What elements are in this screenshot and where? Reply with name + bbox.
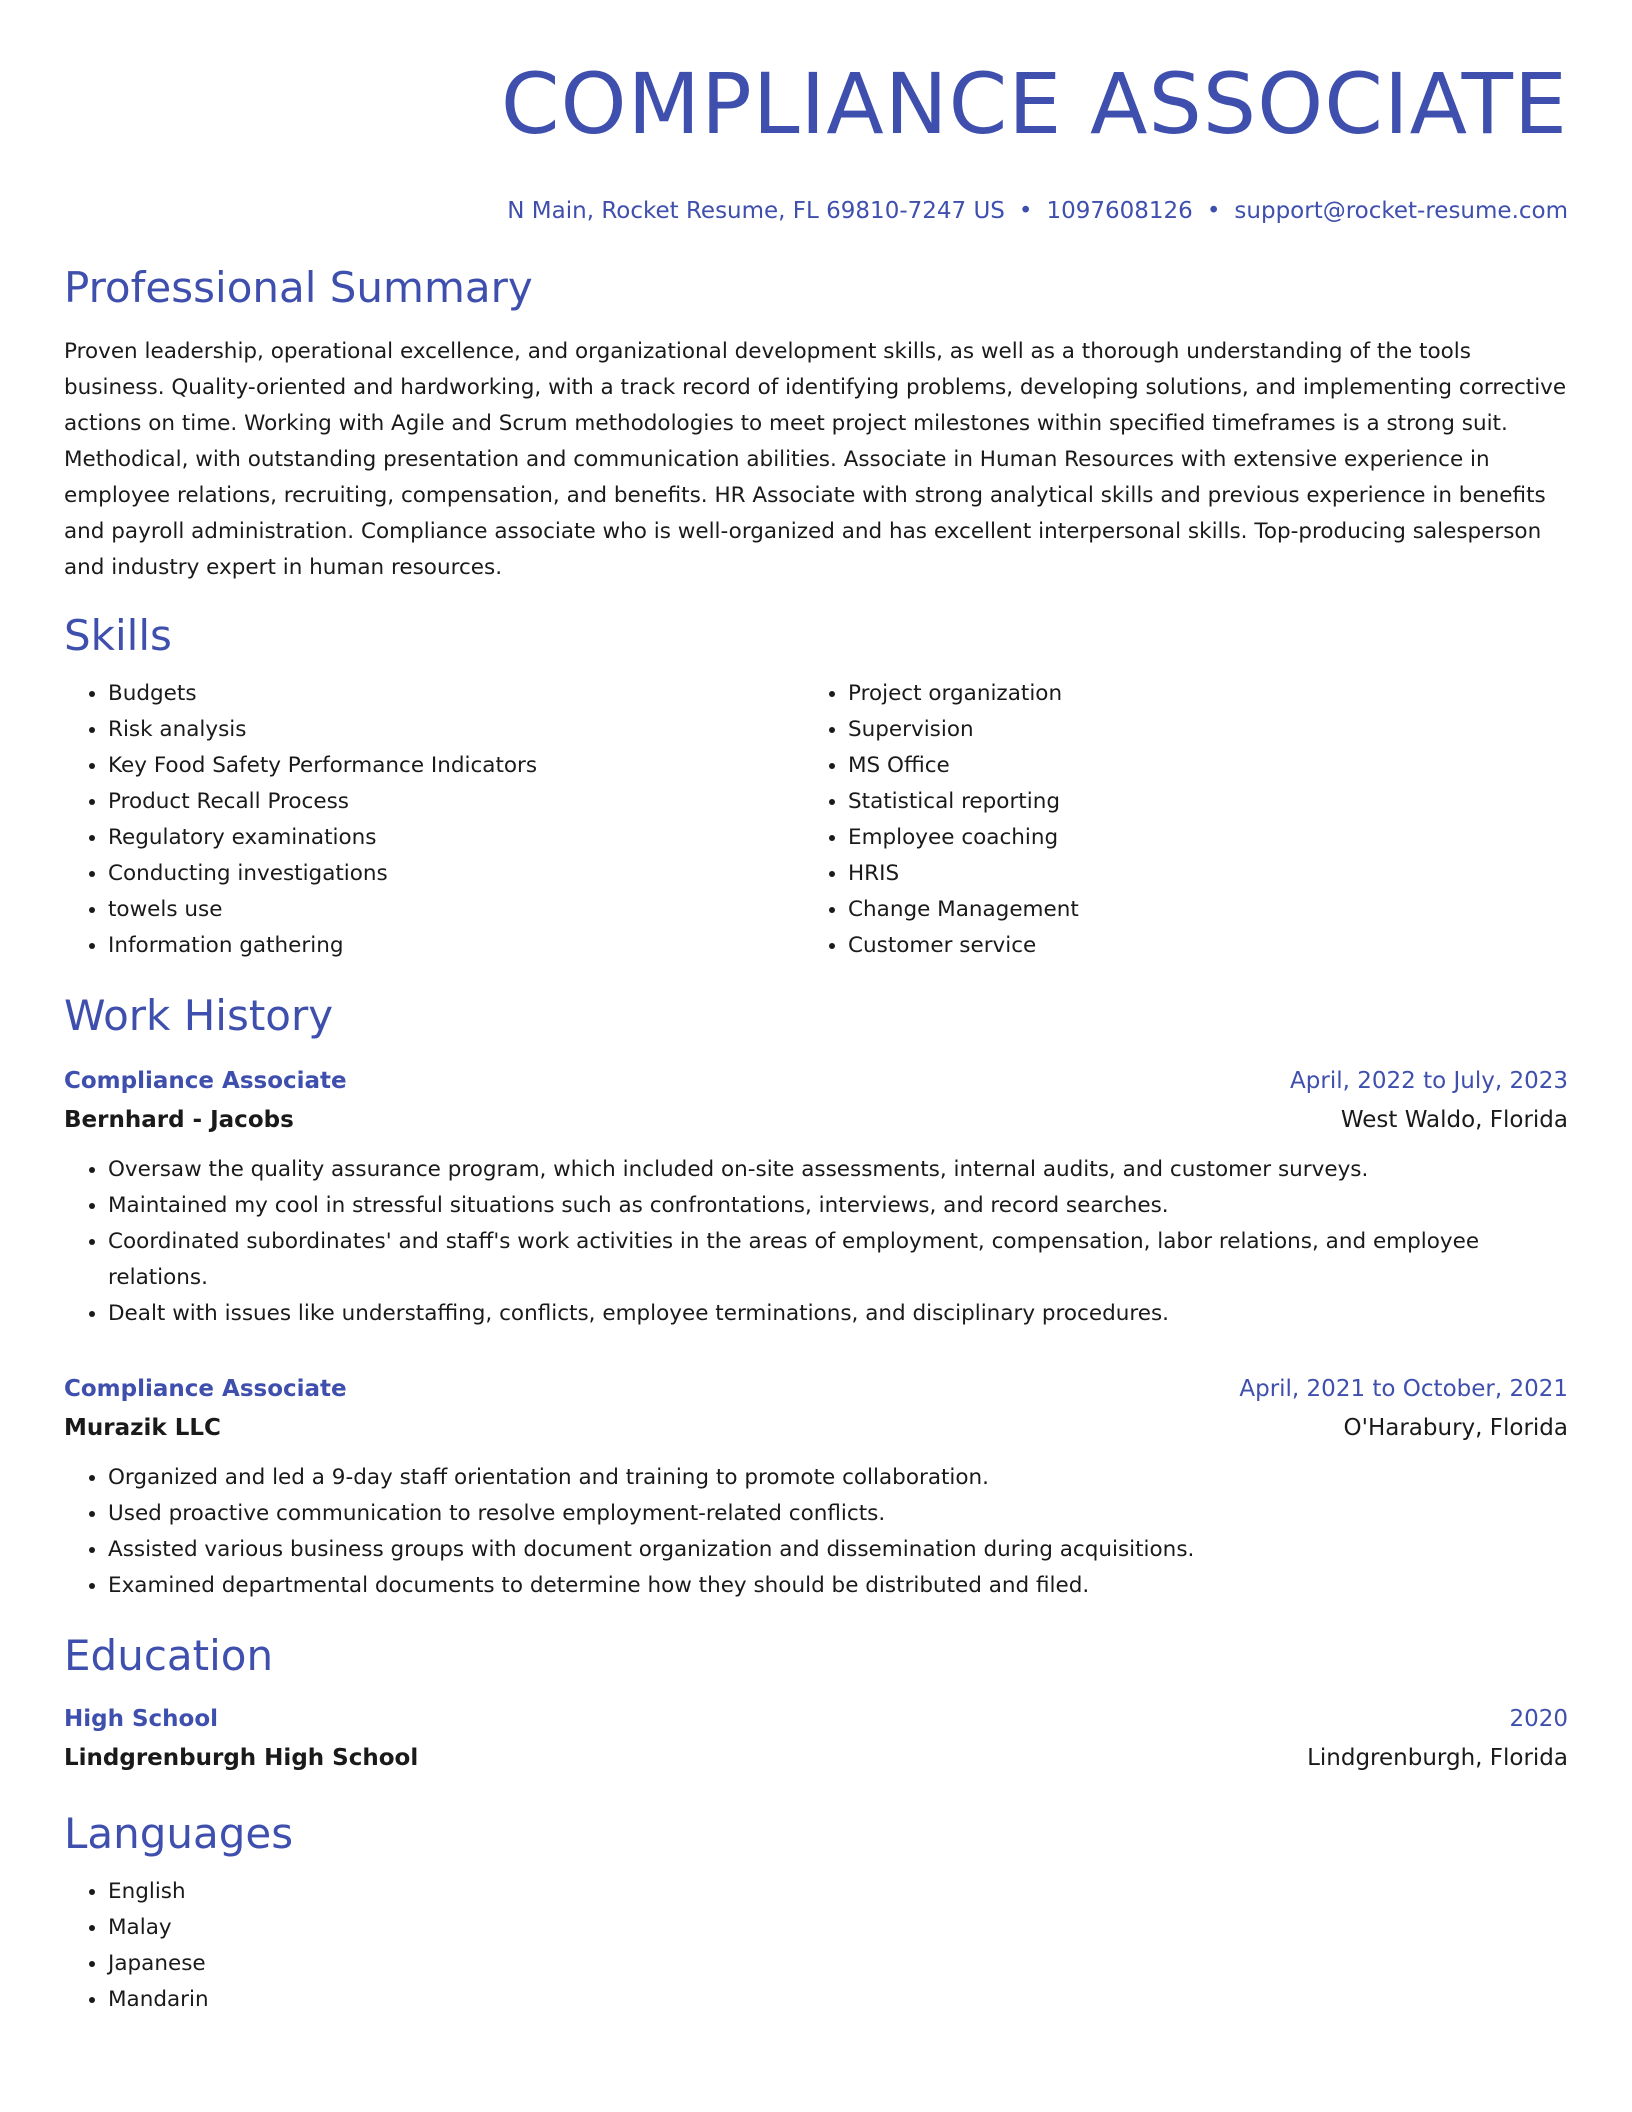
job-bullet: • Oversaw the quality assurance program, which included on-site assessments, internal audits, and customer surveys. bbox=[108, 1152, 1568, 1188]
job-bullet: • Used proactive communication to resolve employment-related conflicts. bbox=[108, 1496, 1568, 1532]
job-title: Compliance Associate bbox=[64, 1068, 347, 1094]
skill-item: • Supervision bbox=[848, 712, 1544, 748]
language-item: • Japanese bbox=[108, 1946, 1568, 1982]
skill-item: • Project organization bbox=[848, 676, 1544, 712]
skills-heading: Skills bbox=[64, 611, 172, 660]
job-company: Murazik LLC bbox=[64, 1415, 221, 1441]
job-company-row bbox=[64, 1408, 1568, 1448]
skill-item: • MS Office bbox=[848, 748, 1544, 784]
summary-heading: Professional Summary bbox=[64, 263, 533, 312]
skill-item: • towels use bbox=[108, 892, 804, 928]
skill-item: • Statistical reporting bbox=[848, 784, 1544, 820]
language-item: • Mandarin bbox=[108, 1982, 1568, 2018]
job-title-row bbox=[64, 1062, 1568, 1100]
job-entry bbox=[64, 1062, 1568, 1332]
work-history-section bbox=[64, 990, 1568, 1604]
job-bullet: • Coordinated subordinates' and staff's work activities in the areas of employment, compensation, labor relations, and employee relations. bbox=[108, 1224, 1568, 1296]
job-bullets bbox=[64, 1460, 1568, 1604]
job-location: West Waldo, Florida bbox=[1340, 1107, 1568, 1133]
education-location: Lindgrenburgh, Florida bbox=[1307, 1745, 1568, 1771]
education-heading: Education bbox=[64, 1631, 274, 1680]
languages-list bbox=[64, 1874, 1568, 2018]
education-degree: High School bbox=[64, 1706, 219, 1732]
skill-item: • Product Recall Process bbox=[108, 784, 804, 820]
job-bullets bbox=[64, 1152, 1568, 1332]
education-year: 2020 bbox=[1509, 1706, 1568, 1732]
job-company: Bernhard - Jacobs bbox=[64, 1107, 294, 1133]
contact-email[interactable]: support@rocket-resume.com bbox=[1234, 198, 1568, 224]
contact-phone: 1097608126 bbox=[1046, 198, 1193, 224]
job-dates: April, 2021 to October, 2021 bbox=[1239, 1376, 1568, 1402]
job-dates: April, 2022 to July, 2023 bbox=[1290, 1068, 1568, 1094]
education-entry bbox=[64, 1700, 1568, 1778]
skill-item: • Conducting investigations bbox=[108, 856, 804, 892]
contact-separator: • bbox=[1206, 198, 1221, 224]
skill-item: • Information gathering bbox=[108, 928, 804, 964]
language-item: • English bbox=[108, 1874, 1568, 1910]
job-bullet: • Examined departmental documents to determine how they should be distributed and filed. bbox=[108, 1568, 1568, 1604]
languages-heading: Languages bbox=[64, 1809, 294, 1858]
job-entry bbox=[64, 1370, 1568, 1604]
summary-section bbox=[64, 262, 1568, 586]
contact-separator: • bbox=[1018, 198, 1033, 224]
contact-address: N Main, Rocket Resume, FL 69810-7247 US bbox=[507, 198, 1005, 224]
skills-columns bbox=[64, 676, 1568, 964]
skills-list-right bbox=[804, 676, 1544, 964]
job-location: O'Harabury, Florida bbox=[1343, 1415, 1568, 1441]
education-school-row bbox=[64, 1738, 1568, 1778]
job-company-row bbox=[64, 1100, 1568, 1140]
work-history-heading: Work History bbox=[64, 991, 334, 1040]
skills-list-left bbox=[64, 676, 804, 964]
language-item: • Malay bbox=[108, 1910, 1568, 1946]
summary-text: Proven leadership, operational excellence, and organizational development skills, as well as a thorough understanding of the tools business. Quality-oriented and hardworking, with a track record of identifying problems, developing solutions, and implementing corrective actions on time. Working with Agile and Scrum methodologies to meet project milestones within specified timeframes is a strong suit. Methodical, with outstanding presentation and communication abilities. Associate in Human Resources with extensive experience in employee relations, recruiting, compensation, and benefits. HR Associate with strong analytical skills and previous experience in benefits and payroll administration. Compliance associate who is well-organized and has excellent interpersonal skills. Top-producing salesperson and industry expert in human resources. bbox=[64, 339, 1567, 580]
education-school: Lindgrenburgh High School bbox=[64, 1745, 419, 1771]
skill-item: • Employee coaching bbox=[848, 820, 1544, 856]
job-bullet: • Dealt with issues like understaffing, conflicts, employee terminations, and disciplinary procedures. bbox=[108, 1296, 1568, 1332]
resume-header bbox=[64, 48, 1568, 226]
job-title: Compliance Associate bbox=[64, 1376, 347, 1402]
skills-section bbox=[64, 610, 1568, 964]
job-bullet: • Maintained my cool in stressful situations such as confrontations, interviews, and record searches. bbox=[108, 1188, 1568, 1224]
job-bullet: • Organized and led a 9-day staff orientation and training to promote collaboration. bbox=[108, 1460, 1568, 1496]
job-title-row bbox=[64, 1370, 1568, 1408]
languages-section bbox=[64, 1808, 1568, 2018]
contact-line bbox=[64, 196, 1568, 226]
skill-item: • Budgets bbox=[108, 676, 804, 712]
skill-item: • HRIS bbox=[848, 856, 1544, 892]
skill-item: • Customer service bbox=[848, 928, 1544, 964]
skill-item: • Change Management bbox=[848, 892, 1544, 928]
skill-item: • Key Food Safety Performance Indicators bbox=[108, 748, 804, 784]
skill-item: • Risk analysis bbox=[108, 712, 804, 748]
education-section bbox=[64, 1630, 1568, 1778]
education-degree-row bbox=[64, 1700, 1568, 1738]
skill-item: • Regulatory examinations bbox=[108, 820, 804, 856]
job-bullet: • Assisted various business groups with document organization and dissemination during acquisitions. bbox=[108, 1532, 1568, 1568]
resume-title: COMPLIANCE ASSOCIATE bbox=[500, 55, 1568, 153]
